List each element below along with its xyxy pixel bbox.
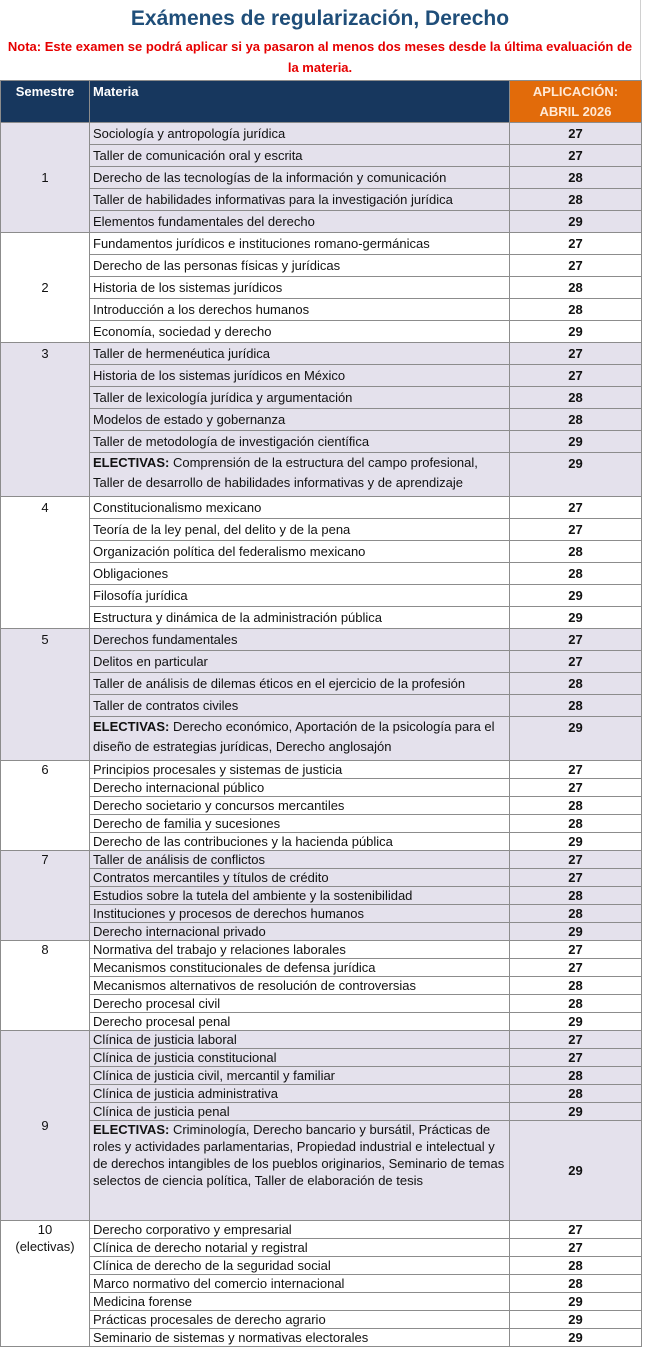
subject-name: Taller de comunicación oral y escrita (93, 148, 303, 163)
exam-day: 28 (510, 815, 642, 833)
table-row (1, 673, 642, 695)
subject-name: Contratos mercantiles y títulos de crédito (93, 870, 329, 885)
semester-sublabel: (electivas) (15, 1239, 75, 1254)
exam-day: 27 (510, 869, 642, 887)
exam-day: 27 (510, 497, 642, 519)
exam-day: 27 (510, 1221, 642, 1239)
subject-cell (90, 1103, 510, 1121)
subject-name: Marco normativo del comercio internacional (93, 1276, 345, 1291)
exam-day: 27 (510, 233, 642, 255)
table-row (1, 167, 642, 189)
subject-name: Clínica de justicia constitucional (93, 1050, 277, 1065)
exam-day: 28 (510, 1257, 642, 1275)
semester-label: 2 (41, 280, 49, 295)
table-row (1, 497, 642, 519)
semester-cell (1, 761, 90, 851)
exam-day: 28 (510, 1275, 642, 1293)
subject-name: Constitucionalismo mexicano (93, 500, 262, 515)
subject-name: Clínica de derecho notarial y registral (93, 1240, 308, 1255)
subject-name: Clínica de justicia administrativa (93, 1086, 278, 1101)
subject-name: Derechos fundamentales (93, 632, 238, 647)
table-row (1, 1121, 642, 1221)
subject-name: Historia de los sistemas jurídicos (93, 280, 283, 295)
subject-name: Taller de habilidades informativas para la investigación jurídica (93, 192, 453, 207)
table-row (1, 815, 642, 833)
subject-name: Organización política del federalismo mexicano (93, 544, 366, 559)
subject-cell (90, 695, 510, 717)
subject-name: Taller de lexicología jurídica y argumentación (93, 390, 353, 405)
subject-cell (90, 651, 510, 673)
exam-day: 28 (510, 409, 642, 431)
table-row (1, 541, 642, 563)
subject-name: Elementos fundamentales del derecho (93, 214, 315, 229)
subject-cell (90, 887, 510, 905)
semester-label: 4 (41, 500, 49, 515)
subject-name: Derecho internacional privado (93, 924, 266, 939)
table-row (1, 211, 642, 233)
exam-day: 28 (510, 1067, 642, 1085)
semester-label: 5 (41, 632, 49, 647)
table-body-compact (1, 761, 642, 1347)
subject-cell (90, 255, 510, 277)
semester-cell (1, 233, 90, 343)
subject-name: Clínica de justicia laboral (93, 1032, 237, 1047)
exam-day: 29 (510, 321, 642, 343)
subject-name: Historia de los sistemas jurídicos en México (93, 368, 346, 383)
subject-name: Delitos en particular (93, 654, 208, 669)
subject-cell (90, 387, 510, 409)
exam-day: 27 (510, 1049, 642, 1067)
table-row (1, 1103, 642, 1121)
subject-cell (90, 1067, 510, 1085)
subject-name: Sociología y antropología jurídica (93, 126, 286, 141)
subject-cell (90, 1311, 510, 1329)
semester-cell (1, 851, 90, 941)
table-body-regular (1, 123, 642, 761)
subject-cell (90, 1239, 510, 1257)
semester-cell (1, 1031, 90, 1221)
subject-name: Prácticas procesales de derecho agrario (93, 1312, 326, 1327)
exam-day: 27 (510, 123, 642, 145)
subject-name: Seminario de sistemas y normativas electorales (93, 1330, 369, 1345)
table-row (1, 387, 642, 409)
table-row (1, 453, 642, 497)
electives-label: ELECTIVAS: (93, 719, 170, 734)
subject-name: Economía, sociedad y derecho (93, 324, 272, 339)
title-block (0, 0, 641, 80)
subject-name: Clínica de derecho de la seguridad social (93, 1258, 331, 1273)
subject-cell (90, 673, 510, 695)
table-row (1, 761, 642, 779)
table-row (1, 1221, 642, 1239)
electives-label: ELECTIVAS: (93, 1122, 170, 1137)
exam-day: 27 (510, 365, 642, 387)
subject-name: Instituciones y procesos de derechos humanos (93, 906, 364, 921)
subject-cell (90, 431, 510, 453)
table-row (1, 695, 642, 717)
table-row (1, 431, 642, 453)
subject-name: Taller de análisis de dilemas éticos en el ejercicio de la profesión (93, 676, 466, 691)
subject-name: Derecho económico, Aportación de la psicología para el diseño de estrategias jurídicas, Derecho anglosajón (93, 719, 495, 754)
subject-name: Fundamentos jurídicos e instituciones romano-germánicas (93, 236, 430, 251)
subject-name: Comprensión de la estructura del campo profesional, Taller de desarrollo de habilidades informativas y de aprendizaje (93, 455, 478, 490)
exam-day: 29 (510, 1013, 642, 1031)
subject-cell (90, 833, 510, 851)
table-row (1, 585, 642, 607)
exam-day: 29 (510, 211, 642, 233)
subject-cell (90, 1049, 510, 1067)
subject-cell (90, 1275, 510, 1293)
subject-cell (90, 497, 510, 519)
table-row (1, 851, 642, 869)
subject-name: Normativa del trabajo y relaciones laborales (93, 942, 346, 957)
subject-cell (90, 1031, 510, 1049)
table-row (1, 869, 642, 887)
subject-cell (90, 959, 510, 977)
subject-name: Derecho societario y concursos mercantiles (93, 798, 345, 813)
subject-name: Mecanismos constitucionales de defensa jurídica (93, 960, 376, 975)
table-row (1, 1311, 642, 1329)
subject-cell (90, 1257, 510, 1275)
subject-cell (90, 995, 510, 1013)
table-row (1, 409, 642, 431)
semester-label: 8 (41, 942, 49, 957)
table-row (1, 717, 642, 761)
page-title: Exámenes de regularización, Derecho (130, 7, 510, 30)
subject-name: Taller de análisis de conflictos (93, 852, 265, 867)
table-row (1, 1329, 642, 1347)
semester-cell (1, 941, 90, 1031)
exam-day: 27 (510, 145, 642, 167)
table-row (1, 1013, 642, 1031)
exam-day: 29 (510, 1103, 642, 1121)
exam-day: 27 (510, 629, 642, 651)
table-row (1, 923, 642, 941)
table-row (1, 1031, 642, 1049)
exam-day: 28 (510, 1085, 642, 1103)
subject-name: Obligaciones (93, 566, 169, 581)
subject-name: Clínica de justicia penal (93, 1104, 230, 1119)
table-row (1, 607, 642, 629)
table-row (1, 977, 642, 995)
exam-day: 27 (510, 941, 642, 959)
exam-day: 29 (510, 607, 642, 629)
subject-cell (90, 869, 510, 887)
table-row (1, 343, 642, 365)
exam-day: 28 (510, 797, 642, 815)
exam-day: 27 (510, 851, 642, 869)
exam-day: 28 (510, 673, 642, 695)
table-row (1, 1067, 642, 1085)
subject-name: Medicina forense (93, 1294, 192, 1309)
subject-cell (90, 519, 510, 541)
exam-day: 29 (510, 453, 642, 497)
table-row (1, 277, 642, 299)
exam-day: 28 (510, 387, 642, 409)
subject-name: Criminología, Derecho bancario y bursátil, Prácticas de roles y actividades parlamentarias, Propiedad industrial e intelectual y de derechos intangibles de los pueblos originarios, Seminario de temas selectos de ciencia política, Taller de elaboración de tesis (93, 1122, 505, 1188)
exam-day: 28 (510, 977, 642, 995)
semester-label: 6 (41, 762, 49, 777)
subject-cell (90, 453, 510, 497)
subject-cell (90, 321, 510, 343)
subject-cell (90, 941, 510, 959)
subject-cell (90, 211, 510, 233)
table-row (1, 563, 642, 585)
exam-day: 29 (510, 717, 642, 761)
subject-name: Estructura y dinámica de la administración pública (93, 610, 383, 625)
subject-name: Filosofía jurídica (93, 588, 188, 603)
schedule-table (0, 80, 642, 1347)
semester-label: 10 (37, 1222, 53, 1237)
table-row (1, 887, 642, 905)
semester-cell (1, 123, 90, 233)
subject-name: Mecanismos alternativos de resolución de controversias (93, 978, 416, 993)
header-semestre: Semestre (1, 81, 90, 123)
exam-day: 28 (510, 695, 642, 717)
subject-cell (90, 1221, 510, 1239)
subject-cell (90, 815, 510, 833)
subject-cell (90, 1085, 510, 1103)
header-row (1, 81, 642, 123)
subject-name: Derecho de las personas físicas y jurídicas (93, 258, 341, 273)
exam-day: 29 (510, 585, 642, 607)
table-row (1, 255, 642, 277)
subject-name: Clínica de justicia civil, mercantil y familiar (93, 1068, 336, 1083)
table-row (1, 833, 642, 851)
table-row (1, 1257, 642, 1275)
semester-label: 3 (41, 346, 49, 361)
exam-day: 27 (510, 1239, 642, 1257)
exam-day: 27 (510, 651, 642, 673)
subject-cell (90, 189, 510, 211)
table-row (1, 233, 642, 255)
table-row (1, 1085, 642, 1103)
exam-day: 29 (510, 1121, 642, 1221)
subject-name: Taller de contratos civiles (93, 698, 239, 713)
electives-label: ELECTIVAS: (93, 455, 170, 470)
subject-name: Derecho de familia y sucesiones (93, 816, 281, 831)
subject-name: Derecho internacional público (93, 780, 265, 795)
exam-day: 27 (510, 779, 642, 797)
exam-day: 29 (510, 431, 642, 453)
semester-cell (1, 497, 90, 629)
table-row (1, 123, 642, 145)
subject-name: Taller de hermenéutica jurídica (93, 346, 271, 361)
subject-cell (90, 541, 510, 563)
table-row (1, 779, 642, 797)
exam-day: 28 (510, 299, 642, 321)
exam-day: 29 (510, 833, 642, 851)
subject-cell (90, 977, 510, 995)
subject-name: Modelos de estado y gobernanza (93, 412, 286, 427)
exam-day: 28 (510, 189, 642, 211)
subject-cell (90, 167, 510, 189)
subject-name: Teoría de la ley penal, del delito y de la pena (93, 522, 351, 537)
exam-day: 28 (510, 167, 642, 189)
subject-cell (90, 365, 510, 387)
table-row (1, 145, 642, 167)
exam-day: 28 (510, 563, 642, 585)
subject-cell (90, 851, 510, 869)
table-row (1, 959, 642, 977)
exam-day: 27 (510, 343, 642, 365)
subject-name: Derecho de las contribuciones y la hacienda pública (93, 834, 393, 849)
subject-name: Derecho de las tecnologías de la información y comunicación (93, 170, 447, 185)
subject-cell (90, 299, 510, 321)
exam-day: 29 (510, 1293, 642, 1311)
table-row (1, 1049, 642, 1067)
subject-cell (90, 717, 510, 761)
table-row (1, 995, 642, 1013)
exam-day: 29 (510, 923, 642, 941)
exam-day: 28 (510, 277, 642, 299)
subject-cell (90, 761, 510, 779)
subject-cell (90, 923, 510, 941)
table-row (1, 189, 642, 211)
subject-cell (90, 145, 510, 167)
table-row (1, 797, 642, 815)
subject-name: Derecho corporativo y empresarial (93, 1222, 292, 1237)
subject-cell (90, 563, 510, 585)
subject-cell (90, 1121, 510, 1221)
subject-cell (90, 797, 510, 815)
subject-cell (90, 1293, 510, 1311)
semester-label: 9 (41, 1118, 49, 1133)
table-row (1, 941, 642, 959)
subject-cell (90, 629, 510, 651)
subject-name: Derecho procesal civil (93, 996, 221, 1011)
exam-day: 28 (510, 887, 642, 905)
semester-label: 1 (41, 170, 49, 185)
semester-cell (1, 629, 90, 761)
exam-day: 27 (510, 519, 642, 541)
subject-cell (90, 343, 510, 365)
table-row (1, 629, 642, 651)
table-row (1, 1275, 642, 1293)
table-row (1, 651, 642, 673)
table-row (1, 299, 642, 321)
subject-cell (90, 123, 510, 145)
subject-cell (90, 779, 510, 797)
subject-cell (90, 277, 510, 299)
subject-name: Estudios sobre la tutela del ambiente y la sostenibilidad (93, 888, 413, 903)
subject-name: Taller de metodología de investigación científica (93, 434, 370, 449)
subject-cell (90, 905, 510, 923)
semester-cell (1, 1221, 90, 1347)
subject-name: Introducción a los derechos humanos (93, 302, 310, 317)
subject-name: Principios procesales y sistemas de justicia (93, 762, 343, 777)
exam-day: 27 (510, 1031, 642, 1049)
exam-day: 27 (510, 761, 642, 779)
table-row (1, 905, 642, 923)
exam-day: 29 (510, 1329, 642, 1347)
semester-cell (1, 343, 90, 497)
subject-cell (90, 1329, 510, 1347)
table-row (1, 321, 642, 343)
table-row (1, 519, 642, 541)
table-row (1, 1239, 642, 1257)
subject-cell (90, 409, 510, 431)
table-row (1, 365, 642, 387)
table-row (1, 1293, 642, 1311)
subject-cell (90, 233, 510, 255)
exam-day: 28 (510, 541, 642, 563)
exam-day: 27 (510, 959, 642, 977)
subject-cell (90, 1013, 510, 1031)
exam-day: 28 (510, 995, 642, 1013)
note-text: Nota: Este examen se podrá aplicar si ya pasaron al menos dos meses desde la última evaluación de la materia. (7, 39, 633, 75)
subject-name: Derecho procesal penal (93, 1014, 231, 1029)
exam-day: 28 (510, 905, 642, 923)
header-materia: Materia (90, 81, 510, 123)
semester-label: 7 (41, 852, 49, 867)
subject-cell (90, 607, 510, 629)
subject-cell (90, 585, 510, 607)
header-aplicacion: APLICACIÓN: ABRIL 2026 (510, 81, 642, 123)
exam-day: 27 (510, 255, 642, 277)
exam-day: 29 (510, 1311, 642, 1329)
